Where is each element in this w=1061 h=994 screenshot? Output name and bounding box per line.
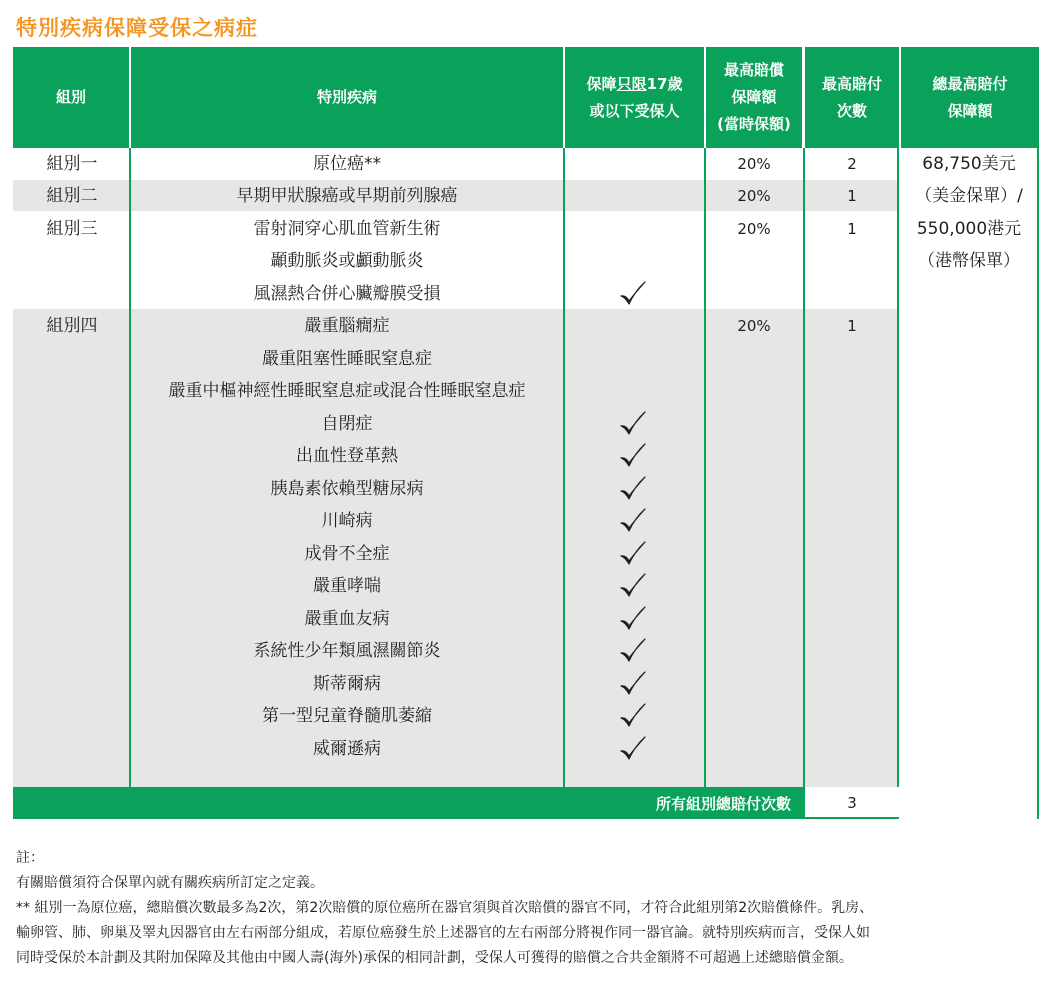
- note-line: 輸卵管、肺、卵巢及睪丸因器官由左右兩部分組成，若原位癌發生於上述器官的左右兩部分將視作同一器官論。就特別疾病而言，受保人如: [16, 925, 870, 941]
- max-claim-pct: 20%: [737, 155, 771, 173]
- header-illness: 特別疾病: [131, 47, 563, 148]
- total-amount-line: 68,750美元: [922, 154, 1016, 174]
- check-icon: [618, 507, 648, 535]
- check-icon: [618, 410, 648, 438]
- check-icon: [618, 702, 648, 730]
- note-line: 有關賠償須符合保單內就有關疾病所訂定之定義。: [16, 875, 324, 891]
- illness-table: [13, 47, 1039, 819]
- total-amount-line: （港幣保單）: [918, 251, 1020, 271]
- header-age-limit: 保障只限17歲 或以下受保人: [565, 47, 704, 148]
- total-amount-line: 550,000港元: [916, 219, 1022, 239]
- max-claim-times: 1: [847, 187, 857, 205]
- illness-item: 嚴重哮喘: [313, 576, 381, 596]
- total-amount-line: （美金保單）/: [915, 186, 1023, 206]
- illness-item: 嚴重阻塞性睡眠窒息症: [262, 349, 432, 369]
- header-max-times: 最高賠付 次數: [805, 47, 899, 148]
- group-label: 組別二: [46, 186, 98, 206]
- check-icon: [618, 280, 648, 308]
- max-claim-times: 2: [847, 155, 857, 173]
- note-line: ** 組別一為原位癌，總賠償次數最多為2次，第2次賠償的原位癌所在器官須與首次賠償的器官不同，才符合此組別第2次賠償條件。乳房、: [16, 900, 874, 916]
- illness-item: 嚴重中樞神經性睡眠窒息症或混合性睡眠窒息症: [168, 381, 526, 401]
- illness-item: 風濕熱合併心臟瓣膜受損: [253, 284, 441, 304]
- check-icon: [618, 475, 648, 503]
- illness-item: 嚴重腦癇症: [304, 316, 390, 336]
- check-icon: [618, 637, 648, 665]
- check-icon: [618, 540, 648, 568]
- check-icon: [618, 735, 648, 763]
- col-divider: [563, 148, 565, 787]
- check-icon: [618, 670, 648, 698]
- check-icon: [618, 605, 648, 633]
- header-group: 組別: [13, 47, 129, 148]
- notes: [16, 846, 1046, 971]
- illness-item: 胰島素依賴型糖尿病: [270, 479, 424, 499]
- max-claim-times: 1: [847, 220, 857, 238]
- check-icon: [618, 442, 648, 470]
- illness-item: 雷射洞穿心肌血管新生術: [253, 219, 441, 239]
- page-title: 特別疾病保障受保之病症: [16, 16, 258, 40]
- max-claim-pct: 20%: [737, 220, 771, 238]
- illness-item: 早期甲狀腺癌或早期前列腺癌: [236, 186, 458, 206]
- illness-item: 出血性登革熱: [296, 446, 398, 466]
- group-label: 組別三: [46, 219, 98, 239]
- total-claims-value: 3: [805, 787, 899, 819]
- illness-item: 川崎病: [321, 511, 373, 531]
- illness-item: 成骨不全症: [304, 544, 390, 564]
- check-icon: [618, 572, 648, 600]
- illness-item: 自閉症: [321, 414, 373, 434]
- header-total-amount: 總最高賠付 保障額: [901, 47, 1039, 148]
- illness-item: 顳動脈炎或顱動脈炎: [270, 251, 424, 271]
- group-label: 組別四: [46, 316, 98, 336]
- note-line: 同時受保於本計劃及其附加保障及其他由中國人壽(海外)承保的相同計劃，受保人可獲得的賠償之合共金額將不可超過上述總賠償金額。: [16, 950, 853, 966]
- max-claim-pct: 20%: [737, 187, 771, 205]
- group-label: 組別一: [46, 154, 98, 174]
- illness-item: 嚴重血友病: [304, 609, 390, 629]
- total-claims-label: 所有組別總賠付次數: [13, 787, 805, 819]
- header-max-claim: 最高賠償 保障額 (當時保額): [706, 47, 802, 148]
- max-claim-times: 1: [847, 317, 857, 335]
- illness-item: 第一型兒童脊髓肌萎縮: [262, 706, 432, 726]
- illness-item: 原位癌**: [313, 154, 381, 174]
- note-heading: 註：: [16, 850, 44, 866]
- max-claim-pct: 20%: [737, 317, 771, 335]
- illness-item: 威爾遜病: [313, 739, 381, 759]
- illness-item: 斯蒂爾病: [313, 674, 381, 694]
- illness-item: 系統性少年類風濕關節炎: [253, 641, 441, 661]
